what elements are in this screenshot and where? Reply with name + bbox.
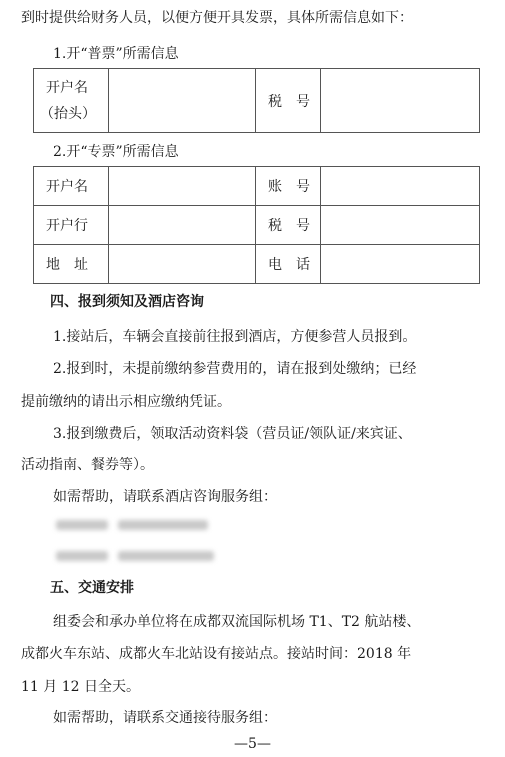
table-row [34,245,480,284]
transport-help-text: 如需帮助，请联系交通接待服务组： [53,710,277,726]
phone-label: 电 话 [256,245,321,284]
name-label: 开户名 [46,79,88,96]
table-row [34,167,480,206]
tax-number-value [321,206,480,245]
bank-label: 开户行 [34,206,109,245]
account-name-value [109,167,256,206]
tax-label: 税 号 [268,93,310,110]
section5-paragraph-1: 组委会和承办单位将在成都双流国际机场 T1、T2 航站楼、 [53,614,421,630]
tax-value-cell [321,69,480,133]
special-invoice-title: 2.开“专票”所需信息 [53,144,179,160]
name-label-cell [34,69,109,133]
table-row [34,206,480,245]
account-number-label: 账 号 [256,167,321,206]
section4-paragraph-1: 1.接站后，车辆会直接前往报到酒店，方便参营人员报到。 [53,329,417,345]
section5-paragraph-1-cont: 成都火车东站、成都火车北站设有接站点。接站时间：2018 年 [21,646,412,662]
intro-text: 到时提供给财务人员，以便方便开具发票，具体所需信息如下： [21,10,413,26]
section4-paragraph-2: 2.报到时，未提前缴纳参营费用的，请在报到处缴纳；已经 [53,361,417,377]
section5-paragraph-1-end: 11 月 12 日全天。 [21,679,140,695]
bank-value [109,206,256,245]
page-number: —5— [234,736,271,752]
tax-label-cell [256,69,321,133]
address-label: 地 址 [34,245,109,284]
account-name-label: 开户名 [34,167,109,206]
address-value [109,245,256,284]
section4-paragraph-3-cont: 活动指南、餐券等）。 [21,457,154,473]
phone-value [321,245,480,284]
section5-heading: 五、交通安排 [50,580,134,596]
name-value-cell [109,69,256,133]
section4-paragraph-2-cont: 提前缴纳的请出示相应缴纳凭证。 [21,394,231,410]
normal-invoice-title: 1.开“普票”所需信息 [53,46,179,62]
section4-paragraph-3: 3.报到缴费后，领取活动资料袋（营员证/领队证/来宾证、 [53,426,412,442]
special-invoice-table [33,166,480,284]
tax-number-label: 税 号 [256,206,321,245]
name-label-sub: （抬头） [40,105,96,122]
normal-invoice-table [33,68,480,133]
account-number-value [321,167,480,206]
section4-heading: 四、报到须知及酒店咨询 [50,294,204,310]
hotel-help-text: 如需帮助，请联系酒店咨询服务组： [53,489,277,505]
